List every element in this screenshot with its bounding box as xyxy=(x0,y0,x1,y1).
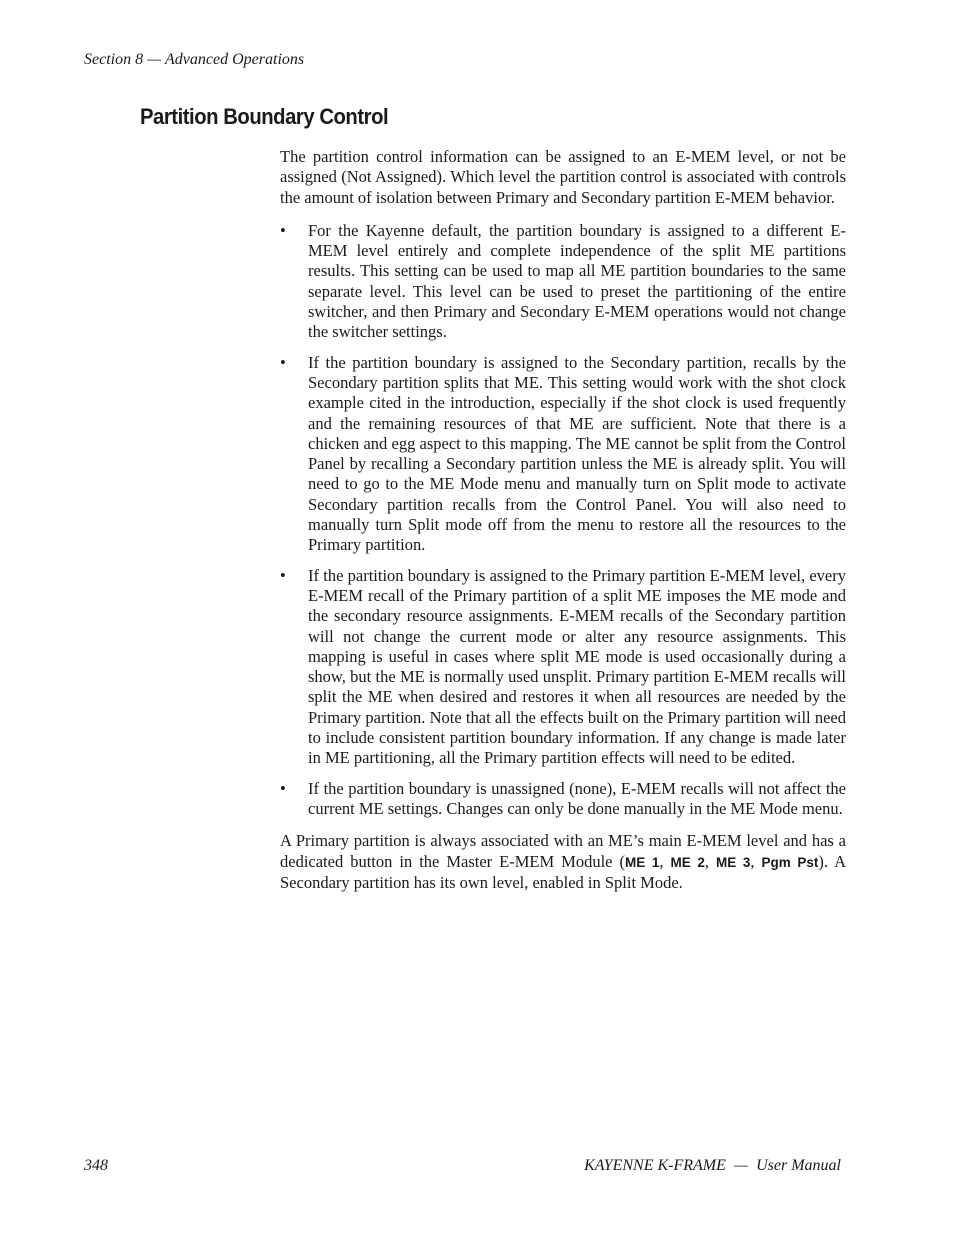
closing-paragraph xyxy=(280,831,846,893)
button-label-me3: ME 3 xyxy=(716,854,751,870)
button-label-me1: ME 1 xyxy=(624,854,660,870)
bullet-icon: • xyxy=(280,778,286,798)
bullet-list xyxy=(280,221,846,819)
closing-text-end: ). A Secondary partition has its own level, enabled in Split Mode. xyxy=(280,851,847,892)
closing-text: A Primary partition is always associated with an ME’s main E-MEM level and has a dedicated button in the Master E-MEM Module ( xyxy=(280,831,846,871)
list-item-text: If the partition boundary is unassigned (none), E-MEM recalls will not affect the current ME settings. Changes can only be done manually in the ME Mode menu. xyxy=(308,778,846,818)
button-label-me2: ME 2 xyxy=(670,854,705,870)
separator: , xyxy=(704,851,717,871)
list-item-text: If the partition boundary is assigned to the Secondary partition, recalls by the Secondary partition splits that ME. This setting would work with the shot clock example cited in the introduction, especially if the shot clock is used frequently and the remaining resources of that ME are sufficient. Note that there is a chicken and egg aspect to this mapping. The ME cannot be split from the Control Panel by recalling a Secondary partition unless the ME is already split. You will need to go to the ME Mode menu and manually turn on Split mode to activate Secondary partition recalls from the Control Panel. You will also need to manually turn Split mode off from the menu to restore all the resources to the Primary partition. xyxy=(308,352,846,555)
intro-paragraph: The partition control information can be assigned to an E-MEM level, or not be assigned (Not Assigned). Which level the partition control is associated with controls the amount of isolation between Primary and Secondary partition E-MEM behavior. xyxy=(280,147,846,207)
list-item-text: If the partition boundary is assigned to the Primary partition E-MEM level, every E-MEM recall of the Primary partition of a split ME imposes the ME mode and the secondary resource assignments. E-MEM recalls of the Secondary partition will not change the current mode or alter any resource assignments. This mapping is useful in cases where split ME mode is used occasionally during a show, but the ME is normally used unsplit. Primary partition E-MEM recalls will split the ME when desired and restores it when all resources are needed by the Primary partition. Note that all the effects built on the Primary partition will need to include consistent partition boundary information. If any change is made later in ME partitioning, all the Primary partition effects will need to be edited. xyxy=(308,565,846,768)
separator: , xyxy=(659,851,671,871)
bullet-icon: • xyxy=(280,565,286,585)
separator: , xyxy=(750,851,762,871)
list-item xyxy=(280,221,846,343)
page-number: 348 xyxy=(84,1157,108,1174)
list-item-text: For the Kayenne default, the partition boundary is assigned to a different E-MEM level entirely and complete independence of the split ME partitions results. This setting can be used to map all ME partition boundaries to the same separate level. This level can be used to preset the partitioning of the entire switcher, and then Primary and Secondary E-MEM operations would not change the switcher settings. xyxy=(308,220,846,342)
list-item xyxy=(280,779,846,820)
manual-title: KAYENNE K-FRAME — User Manual xyxy=(584,1157,841,1174)
bullet-icon: • xyxy=(280,352,286,372)
list-item xyxy=(280,566,846,769)
list-item xyxy=(280,353,846,556)
running-header: Section 8 — Advanced Operations xyxy=(84,51,305,68)
body-text xyxy=(280,147,846,893)
page-title: Partition Boundary Control xyxy=(140,104,389,129)
bullet-icon: • xyxy=(280,220,286,240)
button-label-pgm-pst: Pgm Pst xyxy=(761,854,819,870)
